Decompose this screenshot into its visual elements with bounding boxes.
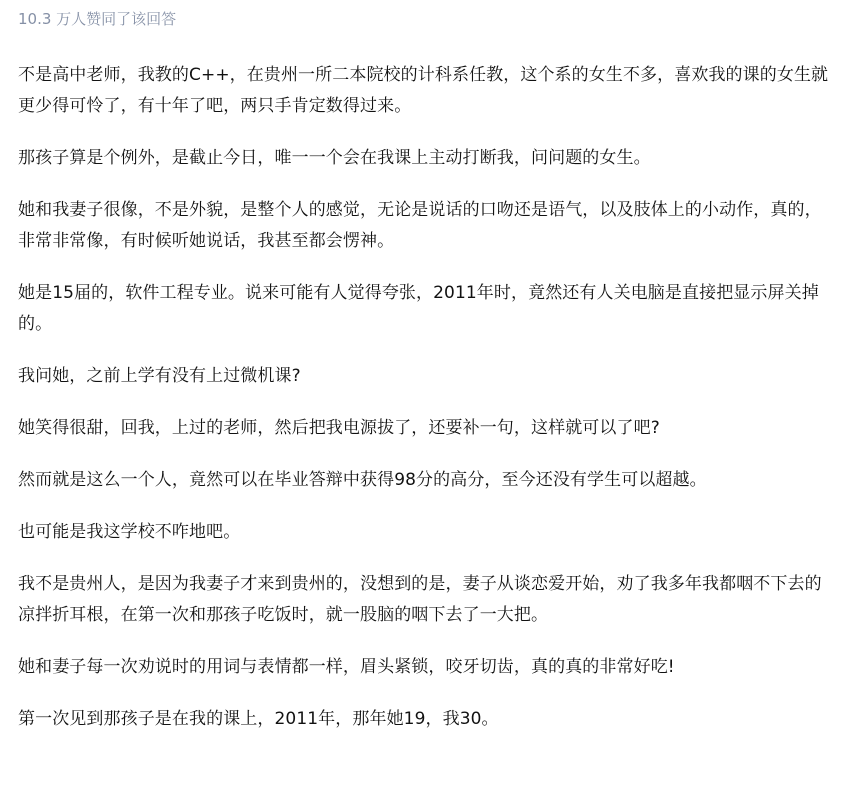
answer-content	[18, 0, 833, 756]
paragraph-1: 不是高中老师，我教的C++，在贵州一所二本院校的计科系任教，这个系的女生不多，喜欢我的课的女生就更少得可怜了，有十年了吧，两只手肯定数得过来。	[18, 65, 829, 116]
paragraph-7: 然而就是这么一个人，竟然可以在毕业答辩中获得98分的高分，至今还没有学生可以超越。	[18, 470, 707, 490]
paragraph-2: 那孩子算是个例外，是截止今日，唯一一个会在我课上主动打断我，问问题的女生。	[18, 148, 651, 168]
paragraph-4: 她是15届的，软件工程专业。说来可能有人觉得夸张，2011年时，竟然还有人关电脑是直接把显示屏关掉的。	[18, 283, 819, 334]
answer-body	[18, 60, 833, 735]
paragraph-5: 我问她，之前上学有没有上过微机课?	[18, 366, 301, 386]
paragraph-3: 她和我妻子很像，不是外貌，是整个人的感觉，无论是说话的口吻还是语气，以及肢体上的小动作，真的，非常非常像，有时候听她说话，我甚至都会愣神。	[18, 200, 822, 251]
paragraph-10: 她和妻子每一次劝说时的用词与表情都一样，眉头紧锁，咬牙切齿，真的真的非常好吃!	[18, 657, 675, 677]
paragraph-9: 我不是贵州人，是因为我妻子才来到贵州的，没想到的是，妻子从谈恋爱开始，劝了我多年我都咽不下去的凉拌折耳根，在第一次和那孩子吃饭时，就一股脑的咽下去了一大把。	[18, 574, 822, 625]
paragraph-6: 她笑得很甜，回我，上过的老师，然后把我电源拔了，还要补一句，这样就可以了吧?	[18, 418, 660, 438]
paragraph-11: 第一次见到那孩子是在我的课上，2011年，那年她19，我30。	[18, 709, 499, 729]
paragraph-8: 也可能是我这学校不咋地吧。	[18, 522, 241, 542]
vote-count[interactable]: 10.3 万人赞同了该回答	[18, 10, 177, 28]
